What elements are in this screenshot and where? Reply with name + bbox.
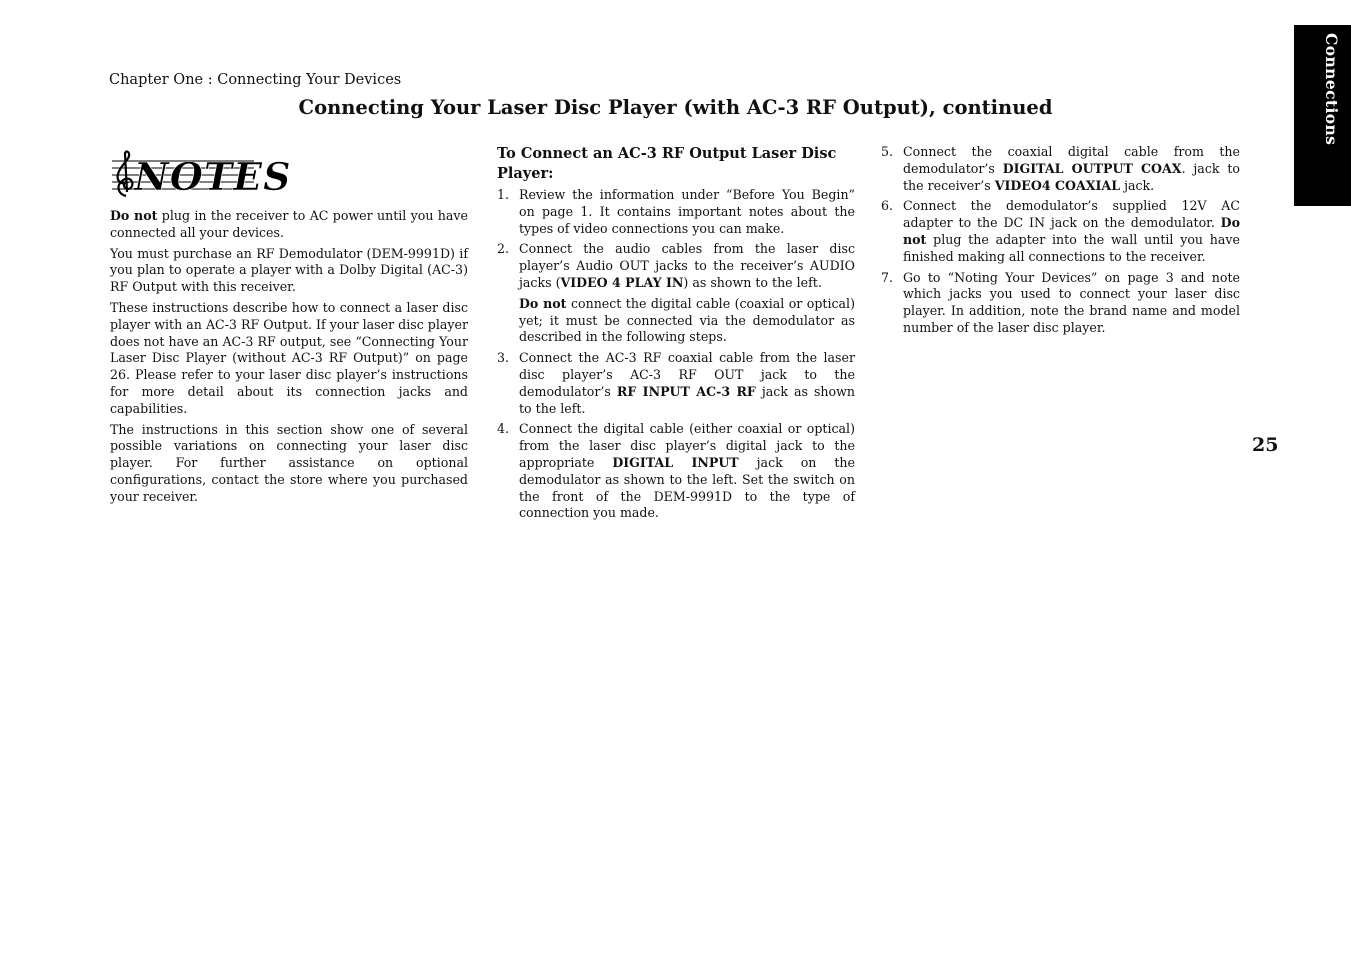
section-tab-label: Connections bbox=[1322, 33, 1341, 146]
note-paragraph: These instructions describe how to connect a laser disc player with an AC-3 RF Output. If your laser disc player does not have an AC-3 RF output, see “Connecting Your Laser Disc Player (without AC-3 RF Output)” on page 26. Please refer to your laser disc player’s instructions for more detail about its connection jacks and capabilities. bbox=[110, 299, 468, 416]
step-item: 5. Connect the coaxial digital cable from the demodulator’s DIGITAL OUTPUT COAX. jack to the receiver’s VIDEO4 COAXIAL jack. bbox=[881, 144, 1240, 193]
page-number: 25 bbox=[1252, 434, 1279, 456]
step-item bbox=[497, 187, 855, 237]
step-number: 1. bbox=[497, 187, 510, 202]
step-item: 2. Connect the audio cables from the laser disc player’s Audio OUT jacks to the receiver’s AUDIO jacks (VIDEO 4 PLAY IN) as shown to the left. bbox=[497, 241, 855, 290]
procedure-column-1 bbox=[497, 144, 855, 526]
step-text: Review the information under “Before You Begin” on page 1. It contains important notes about the types of video connections you can make. bbox=[519, 187, 855, 236]
step-item: 3. Connect the AC-3 RF coaxial cable from the laser disc player’s AC-3 RF OUT jack to the demodulator’s RF INPUT AC-3 RF jack as shown to the left. bbox=[497, 350, 855, 416]
step-note: Do not connect the digital cable (coaxial or optical) yet; it must be connected via the demodulator as described in the following steps. bbox=[519, 295, 855, 345]
note-paragraph: The instructions in this section show one of several possible variations on connecting your laser disc player. For further assistance on optional configurations, contact the store where you purchased your receiver. bbox=[110, 421, 468, 504]
note-paragraph: Do not plug in the receiver to AC power until you have connected all your devices. bbox=[110, 208, 468, 240]
step-item: 4. Connect the digital cable (either coaxial or optical) from the laser disc player’s digital jack to the appropriate DIGITAL INPUT jack on the demodulator as shown to the left. Set the switch on the front of the DEM-9991D to the type of connection you made. bbox=[497, 421, 855, 521]
notes-logo bbox=[110, 148, 292, 199]
step-item: 6. Connect the demodulator’s supplied 12V AC adapter to the DC IN jack on the demodulator. Do not plug the adapter into the wall until you have finished making all connections to the receiver. bbox=[881, 198, 1240, 264]
note-paragraph: You must purchase an RF Demodulator (DEM-9991D) if you plan to operate a player with a Dolby Digital (AC-3) RF Output with this receiver. bbox=[110, 245, 468, 295]
step-number: 4. bbox=[497, 421, 510, 437]
section-tab bbox=[1294, 25, 1351, 206]
step-text: Go to “Noting Your Devices” on page 3 and note which jacks you used to connect your laser disc player. In addition, note the brand name and model number of the laser disc player. bbox=[903, 269, 1240, 335]
step-list bbox=[497, 187, 855, 292]
chapter-header: Chapter One : Connecting Your Devices bbox=[109, 72, 402, 88]
step-number: 6. bbox=[881, 198, 894, 214]
step-number: 5. bbox=[881, 144, 894, 159]
step-number: 7. bbox=[881, 269, 894, 285]
step-number: 3. bbox=[497, 350, 510, 366]
step-number: 2. bbox=[497, 241, 510, 257]
notes-logo-text: NOTES bbox=[134, 154, 292, 199]
page-title: Connecting Your Laser Disc Player (with AC-3 RF Output), continued bbox=[298, 96, 1053, 119]
step-list bbox=[497, 350, 855, 522]
step-list bbox=[881, 144, 1240, 337]
procedure-heading: To Connect an AC-3 RF Output Laser Disc Player: bbox=[497, 145, 837, 182]
notes-column bbox=[110, 148, 468, 510]
procedure-column-2 bbox=[881, 144, 1240, 341]
step-item bbox=[881, 270, 1240, 337]
